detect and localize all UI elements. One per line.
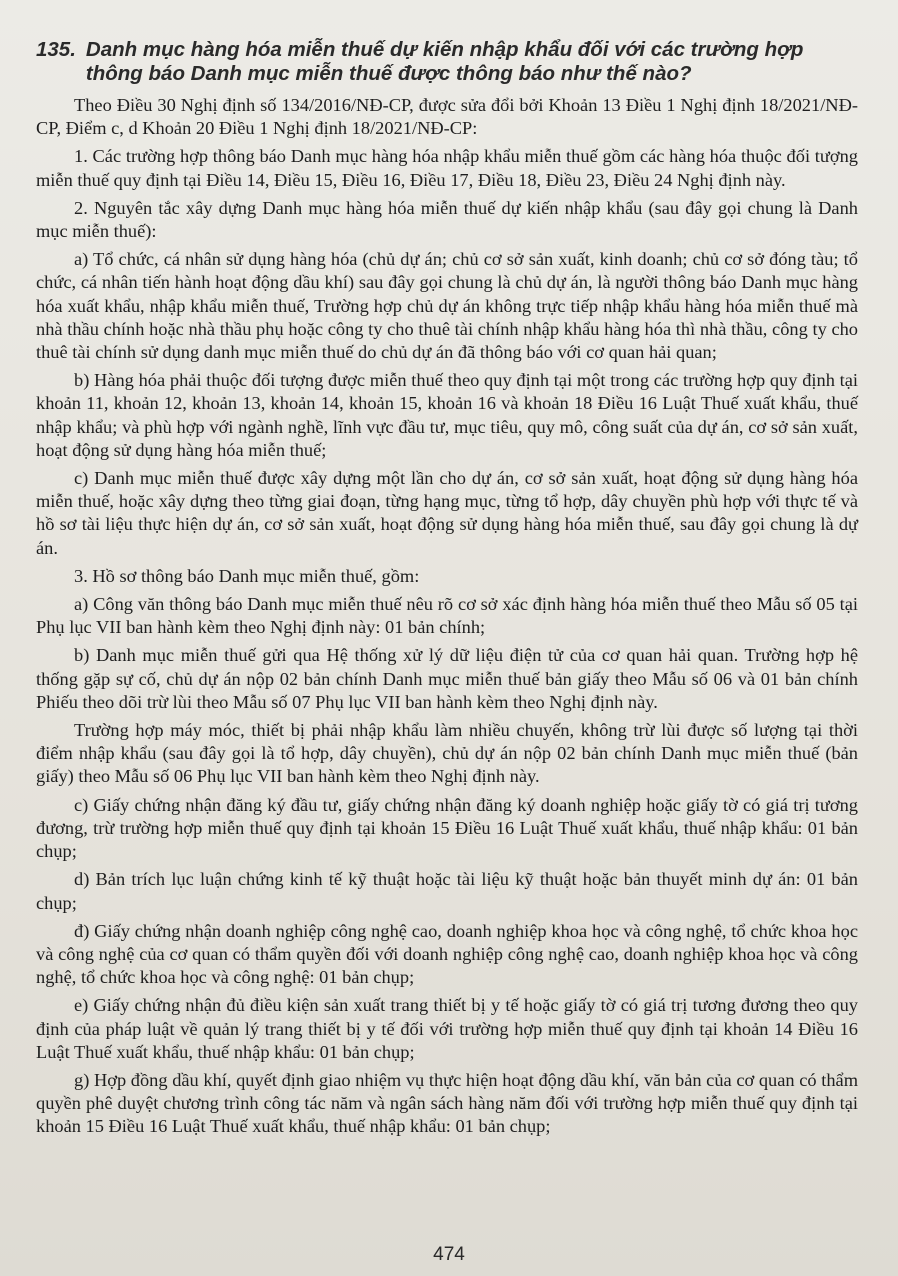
answer-body <box>36 94 858 1139</box>
paragraph-2b: b) Hàng hóa phải thuộc đối tượng được miễn thuế theo quy định tại một trong các trường hợp quy định tại khoản 11, khoản 12, khoản 13, khoản 14, khoản 15, khoản 16 và khoản 18 Điều 16 Luật Thuế xuất khẩu, thuế nhập khẩu; và phù hợp với ngành nghề, lĩnh vực đầu tư, mục tiêu, quy mô, công suất của dự án, cơ sở sản xuất, hoạt động sử dụng hàng hóa miễn thuế; <box>36 370 858 460</box>
paragraph-2c: c) Danh mục miễn thuế được xây dựng một lần cho dự án, cơ sở sản xuất, hoạt động sử dụng hàng hóa miễn thuế, hoặc xây dựng theo từng giai đoạn, từng hạng mục, từng tổ hợp, dây chuyền phù hợp với thực tế và hồ sơ tài liệu thực hiện dự án, cơ sở sản xuất, hoạt động sử dụng hàng hóa miễn thuế, sau đây gọi chung là dự án. <box>36 468 858 558</box>
page-number: 474 <box>433 1244 465 1265</box>
paragraph-3e: e) Giấy chứng nhận đủ điều kiện sản xuất trang thiết bị y tế hoặc giấy tờ có giá trị tương đương theo quy định của pháp luật về quản lý trang thiết bị y tế đối với trường hợp miễn thuế quy định tại khoản 14 Điều 16 Luật Thuế xuất khẩu, thuế nhập khẩu: 01 bản chụp; <box>36 995 858 1062</box>
paragraph-2: 2. Nguyên tắc xây dựng Danh mục hàng hóa miễn thuế dự kiến nhập khẩu (sau đây gọi chung là Danh mục miễn thuế): <box>36 197 858 242</box>
paragraph-3b: b) Danh mục miễn thuế gửi qua Hệ thống xử lý dữ liệu điện tử của cơ quan hải quan. Trường hợp hệ thống gặp sự cố, chủ dự án nộp 02 bản chính Danh mục miễn thuế bản giấy theo Mẫu số 06 và 01 bản chính Phiếu theo dõi trừ lùi theo Mẫu số 07 Phụ lục VII ban hành kèm theo Nghị định này. <box>36 645 858 712</box>
question-title: Danh mục hàng hóa miễn thuế dự kiến nhập khẩu đối với các trường hợp thông báo Danh mục miễn thuế được thông báo như thế nào? <box>85 38 804 85</box>
paragraph-3g: g) Hợp đồng dầu khí, quyết định giao nhiệm vụ thực hiện hoạt động dầu khí, văn bản của cơ quan có thẩm quyền phê duyệt chương trình công tác năm và ngân sách hàng năm đối với trường hợp miễn thuế quy định tại khoản 15 Điều 16 Luật Thuế xuất khẩu, thuế nhập khẩu: 01 bản chụp; <box>36 1069 858 1137</box>
paragraph-3d: d) Bản trích lục luận chứng kinh tế kỹ thuật hoặc tài liệu kỹ thuật hoặc bản thuyết minh dự án: 01 bản chụp; <box>36 869 858 913</box>
question-heading <box>36 38 858 86</box>
paragraph-3: 3. Hồ sơ thông báo Danh mục miễn thuế, gồm: <box>74 565 420 586</box>
paragraph-3dd: đ) Giấy chứng nhận doanh nghiệp công nghệ cao, doanh nghiệp khoa học và công nghệ, tổ chức khoa học và công nghệ của cơ quan có thẩm quyền đối với doanh nghiệp công nghệ cao, doanh nghiệp khoa học và công nghệ, tổ chức khoa học và công nghệ: 01 bản chụp; <box>36 920 858 988</box>
question-number: 135. <box>36 38 76 61</box>
paragraph-3a: a) Công văn thông báo Danh mục miễn thuế nêu rõ cơ sở xác định hàng hóa miễn thuế theo Mẫu số 05 tại Phụ lục VII ban hành kèm theo Nghị định này: 01 bản chính; <box>36 594 858 638</box>
paragraph-3b-note: Trường hợp máy móc, thiết bị phải nhập khẩu làm nhiều chuyến, không trừ lùi được số lượng tại thời điểm nhập khẩu (sau đây gọi là tổ hợp, dây chuyền), chủ dự án nộp 02 bản chính Danh mục miễn thuế (bản giấy) theo Mẫu số 06 Phụ lục VII ban hành kèm theo Nghị định này. <box>36 720 858 787</box>
paragraph-2a: a) Tổ chức, cá nhân sử dụng hàng hóa (chủ dự án; chủ cơ sở sản xuất, kinh doanh; chủ cơ sở đóng tàu; tổ chức, cá nhân tiến hành hoạt động dầu khí) sau đây gọi chung là chủ dự án, là người thông báo Danh mục hàng hóa xuất khẩu, nhập khẩu miễn thuế, Trường hợp chủ dự án không trực tiếp nhập khẩu hàng hóa miễn thuế mà nhà thầu chính hoặc nhà thầu phụ hoặc công ty cho thuê tài chính nhập khẩu hàng hóa thì nhà thầu, công ty cho thuê tài chính sử dụng danh mục miễn thuế do chủ dự án đã thông báo với cơ quan hải quan; <box>36 249 858 363</box>
paragraph-1: 1. Các trường hợp thông báo Danh mục hàng hóa nhập khẩu miễn thuế gồm các hàng hóa thuộc đối tượng miễn thuế quy định tại Điều 14, Điều 15, Điều 16, Điều 17, Điều 18, Điều 23, Điều 24 Nghị định này. <box>36 146 858 190</box>
paragraph-intro: Theo Điều 30 Nghị định số 134/2016/NĐ-CP, được sửa đổi bởi Khoản 13 Điều 1 Nghị định 18/2021/NĐ-CP, Điểm c, d Khoản 20 Điều 1 Nghị định 18/2021/NĐ-CP: <box>36 95 858 139</box>
paragraph-3c: c) Giấy chứng nhận đăng ký đầu tư, giấy chứng nhận đăng ký doanh nghiệp hoặc giấy tờ có giá trị tương đương, trừ trường hợp miễn thuế quy định tại khoản 15 Điều 16 Luật Thuế xuất khẩu, thuế nhập khẩu: 01 bản chụp; <box>36 794 858 862</box>
